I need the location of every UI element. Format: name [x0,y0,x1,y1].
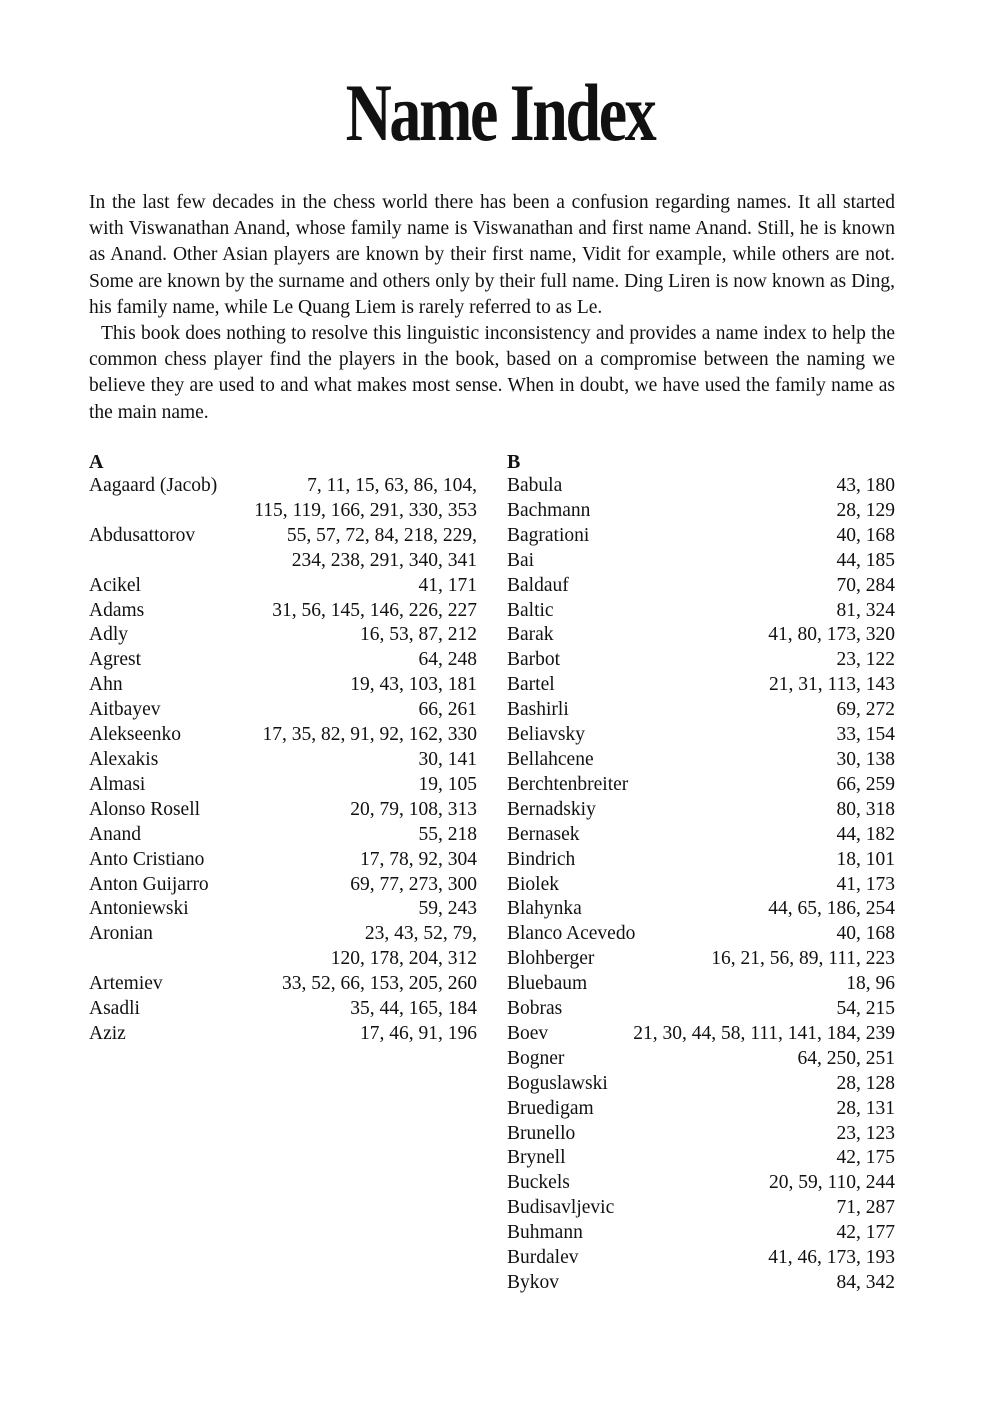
index-entry [89,798,477,823]
player-name: Aziz [89,1022,126,1044]
page-numbers: 81, 324 [836,599,895,621]
player-name: Aagaard (Jacob) [89,475,218,496]
index-column-b [507,450,895,1296]
page-numbers: 44, 182 [836,823,895,845]
player-name: Anto Cristiano [89,848,205,870]
page-numbers: 43, 180 [836,475,895,496]
page-numbers: 18, 101 [836,848,895,870]
player-name: Artemiev [89,973,163,995]
page-numbers: 84, 342 [836,1272,895,1293]
page-numbers: 28, 131 [836,1097,895,1119]
player-name: Bagrationi [507,524,590,546]
page-numbers: 30, 138 [836,748,895,770]
player-name: Bernadskiy [507,798,596,820]
page-numbers: 33, 52, 66, 153, 205, 260 [282,973,477,995]
page-numbers: 18, 96 [846,973,895,995]
page-numbers: 42, 175 [836,1147,895,1169]
index-entry [507,873,895,898]
index-entry [89,972,477,997]
page-numbers: 17, 78, 92, 304 [360,848,477,870]
index-entry [507,623,895,648]
index-entry [507,1271,895,1296]
player-name: Alekseenko [89,724,182,746]
index-entry [89,474,477,499]
player-name: Bruedigam [507,1097,594,1119]
player-name: Adly [89,624,128,646]
index-entry [89,524,477,549]
index-entry [89,623,477,648]
player-name: Almasi [89,773,146,795]
page-numbers: 19, 105 [418,773,477,795]
index-entry [507,524,895,549]
page-numbers: 70, 284 [836,574,895,596]
index-entry [507,972,895,997]
index-entry [507,798,895,823]
player-name: Babula [507,475,563,496]
page-numbers: 54, 215 [836,998,895,1020]
page-numbers: 23, 122 [836,649,895,671]
page-numbers: 66, 261 [418,699,477,721]
player-name: Beliavsky [507,724,585,746]
index-entry [89,897,477,922]
index-entry [507,698,895,723]
index-entry [507,1072,895,1097]
page-numbers: 64, 250, 251 [797,1047,895,1069]
index-entry [89,723,477,748]
page-numbers: 40, 168 [836,923,895,945]
page-numbers: 28, 128 [836,1072,895,1094]
player-name: Burdalev [507,1247,579,1269]
intro-paragraph: This book does nothing to resolve this linguistic inconsistency and provides a name index to help the common chess player find the players in the book, based on a compromise between the naming we believe they are used to and what makes most sense. When in doubt, we have used the family name as the main name. [89,323,895,423]
player-name: Agrest [89,649,141,671]
page-numbers: 17, 35, 82, 91, 92, 162, 330 [262,724,477,746]
page-numbers: 66, 259 [836,773,895,795]
player-name: Aronian [89,923,153,945]
page-numbers: 41, 46, 173, 193 [768,1247,895,1269]
player-name: Bobras [507,998,563,1020]
player-name: Blahynka [507,898,582,920]
player-name: Boguslawski [507,1072,608,1094]
index-entry [507,549,895,574]
player-name: Bartel [507,674,555,696]
page-numbers: 23, 43, 52, 79, [364,923,477,945]
player-name: Anand [89,823,141,845]
page-numbers: 41, 173 [836,873,895,895]
index-entry [507,823,895,848]
player-name: Bashirli [507,699,569,721]
index-entry [507,1097,895,1122]
page-numbers: 80, 318 [836,798,895,820]
index-entry [507,1246,895,1271]
page-numbers: 23, 123 [836,1122,895,1144]
index-entry [89,574,477,599]
index-entry [507,922,895,947]
index-column-a [89,450,477,1047]
page-numbers-continued: 120, 178, 204, 312 [330,948,477,970]
page-numbers: 69, 272 [836,699,895,721]
player-name: Brunello [507,1122,576,1144]
player-name: Bindrich [507,848,576,870]
index-entry [507,1022,895,1047]
index-entry [89,773,477,798]
index-entry [89,1022,477,1047]
player-name: Baltic [507,599,554,621]
intro-paragraph: In the last few decades in the chess world there has been a confusion regarding names. It all started with Viswanathan Anand, whose family name is Viswanathan and first name Anand. Still, he is known as Anand. Other Asian players are known by their first name, Vidit for example, while others are not. Some are known by the surname and others only by their full name. Ding Liren is now known as Ding, his family name, while Le Quang Liem is rarely referred to as Le. [89,192,895,318]
player-name: Berchtenbreiter [507,773,629,795]
index-entry [89,698,477,723]
section-letter: A [89,451,104,473]
player-name: Alonso Rosell [89,798,201,820]
player-name: Blohberger [507,948,595,970]
index-entry [507,723,895,748]
intro-text [89,190,895,426]
page-numbers: 16, 53, 87, 212 [360,624,477,646]
index-entry [507,1146,895,1171]
page-title: Name Index [345,67,655,158]
page-numbers: 55, 57, 72, 84, 218, 229, [286,524,477,546]
player-name: Adams [89,599,145,621]
player-name: Aitbayev [89,699,161,721]
index-entry [507,648,895,673]
player-name: Bluebaum [507,973,588,995]
page-numbers: 44, 65, 186, 254 [768,898,895,920]
index-entry [89,648,477,673]
page-numbers: 7, 11, 15, 63, 86, 104, [307,475,477,496]
player-name: Bykov [507,1272,560,1293]
page-numbers: 31, 56, 145, 146, 226, 227 [272,599,477,621]
player-name: Alexakis [89,748,159,770]
index-entry [89,673,477,698]
player-name: Biolek [507,873,559,895]
player-name: Bellahcene [507,748,594,770]
index-entry [89,748,477,773]
page-numbers-continued: 115, 119, 166, 291, 330, 353 [254,499,477,521]
section-letter: B [507,451,521,473]
page-numbers: 21, 30, 44, 58, 111, 141, 184, 239 [633,1022,895,1044]
index-entry [89,823,477,848]
page-numbers: 20, 79, 108, 313 [350,798,477,820]
player-name: Asadli [89,998,140,1020]
index-entry [507,1221,895,1246]
player-name: Blanco Acevedo [507,923,636,945]
player-name: Buckels [507,1172,570,1194]
index-entry [507,574,895,599]
player-name: Bernasek [507,823,580,845]
index-entry [507,599,895,624]
page-numbers: 42, 177 [836,1222,895,1244]
player-name: Bai [507,549,535,571]
index-entry [507,773,895,798]
index-entry [89,997,477,1022]
index-entry [89,599,477,624]
index-entry [507,848,895,873]
page-numbers: 35, 44, 165, 184 [350,998,477,1020]
player-name: Bachmann [507,499,591,521]
page-numbers: 40, 168 [836,524,895,546]
index-entry [507,1047,895,1072]
player-name: Barak [507,624,554,646]
page-numbers: 41, 171 [418,574,477,596]
page-numbers: 59, 243 [418,898,477,920]
player-name: Brynell [507,1147,566,1169]
player-name: Ahn [89,674,123,696]
page-numbers: 33, 154 [836,724,895,746]
index-entry [507,748,895,773]
page-numbers-continued: 234, 238, 291, 340, 341 [291,549,477,571]
index-entry [507,897,895,922]
index-entry [507,947,895,972]
player-name: Buhmann [507,1222,583,1244]
player-name: Abdusattorov [89,524,196,546]
page-numbers: 30, 141 [418,748,477,770]
player-name: Bogner [507,1047,565,1069]
page-numbers: 20, 59, 110, 244 [768,1172,895,1194]
player-name: Boev [507,1022,549,1044]
index-entry [507,1122,895,1147]
player-name: Baldauf [507,574,569,596]
page-numbers: 16, 21, 56, 89, 111, 223 [711,948,895,970]
player-name: Barbot [507,649,561,671]
player-name: Anton Guijarro [89,873,209,895]
player-name: Budisavljevic [507,1197,615,1219]
page-numbers: 28, 129 [836,499,895,521]
index-entry [507,474,895,499]
index-entry [507,499,895,524]
page-numbers: 55, 218 [418,823,477,845]
page-numbers: 21, 31, 113, 143 [768,674,895,696]
index-entry [507,1171,895,1196]
index-entry [507,997,895,1022]
page-numbers: 41, 80, 173, 320 [768,624,895,646]
index-entry [507,1196,895,1221]
player-name: Acikel [89,574,141,596]
page-numbers: 71, 287 [836,1197,895,1219]
player-name: Antoniewski [89,898,189,920]
page-numbers: 44, 185 [836,549,895,571]
index-entry [507,673,895,698]
index-entry [89,848,477,873]
page-numbers: 64, 248 [418,649,477,671]
page-numbers: 69, 77, 273, 300 [350,873,477,895]
index-entry [89,873,477,898]
page-numbers: 17, 46, 91, 196 [360,1022,477,1044]
index-entry [89,922,477,947]
page-numbers: 19, 43, 103, 181 [350,674,477,696]
